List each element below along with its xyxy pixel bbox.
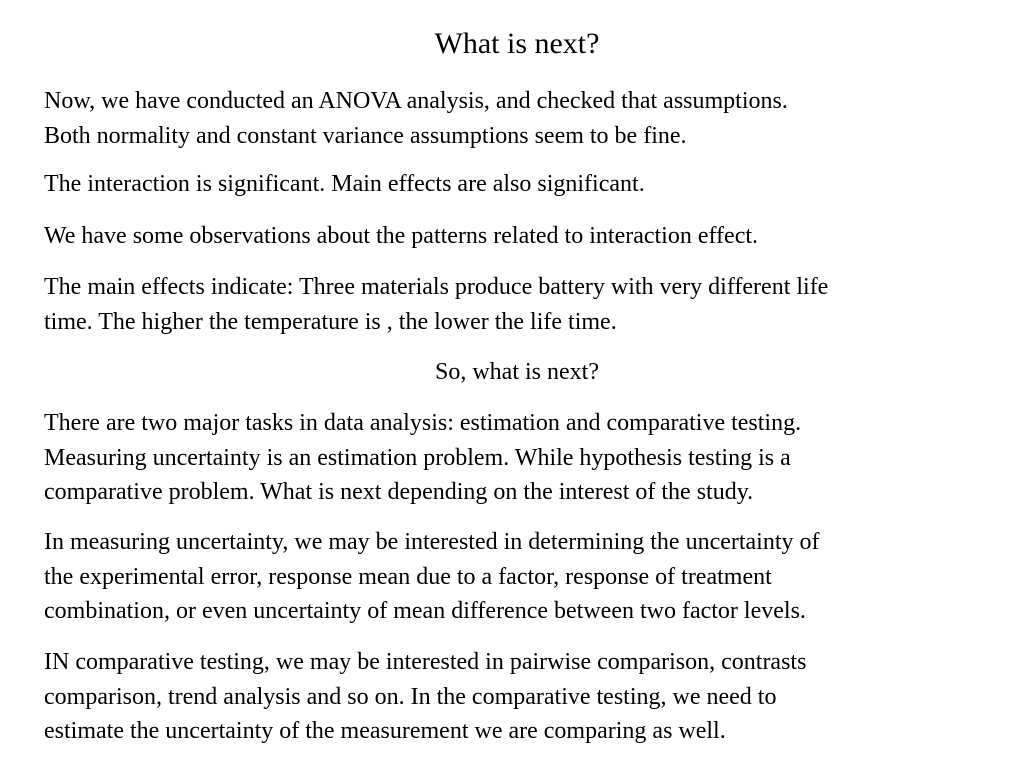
text-line: Now, we have conducted an ANOVA analysis, and checked that assumptions. — [44, 88, 788, 114]
paragraph-comparative-testing — [44, 645, 994, 749]
text-line: IN comparative testing, we may be interested in pairwise comparison, contrasts — [44, 649, 807, 675]
text-line: We have some observations about the patterns related to interaction effect. — [44, 223, 759, 249]
text-line: comparison, trend analysis and so on. In the comparative testing, we need to — [44, 683, 777, 710]
paragraph-interaction-significant — [44, 167, 994, 202]
paragraph-anova-conducted — [44, 84, 994, 153]
text-line: the experimental error, response mean due to a factor, response of treatment — [44, 563, 772, 590]
text-line: comparative problem. What is next depending on the interest of the study. — [44, 479, 754, 505]
paragraph-main-effects — [44, 270, 994, 339]
paragraph-major-tasks — [44, 406, 994, 510]
text-line: estimate the uncertainty of the measurement we are comparing as well. — [44, 718, 726, 744]
text-line: Both normality and constant variance assumptions seem to be fine. — [44, 122, 687, 149]
text-line: Measuring uncertainty is an estimation problem. While hypothesis testing is a — [44, 444, 791, 471]
text-line: In measuring uncertainty, we may be interested in determining the uncertainty of — [44, 529, 820, 555]
text-line: The interaction is significant. Main effects are also significant. — [44, 171, 645, 197]
text-line: The main effects indicate: Three materials produce battery with very different life — [44, 274, 829, 300]
paragraph-measuring-uncertainty — [44, 525, 994, 629]
slide-title: What is next? — [434, 27, 600, 60]
text-line: There are two major tasks in data analysis: estimation and comparative testing. — [44, 410, 802, 436]
text-line: So, what is next? — [435, 359, 599, 385]
paragraph-observations — [44, 219, 994, 254]
text-line: time. The higher the temperature is , the lower the life time. — [44, 308, 617, 335]
text-line: combination, or even uncertainty of mean difference between two factor levels. — [44, 598, 806, 624]
paragraph-what-is-next — [0, 355, 1024, 390]
